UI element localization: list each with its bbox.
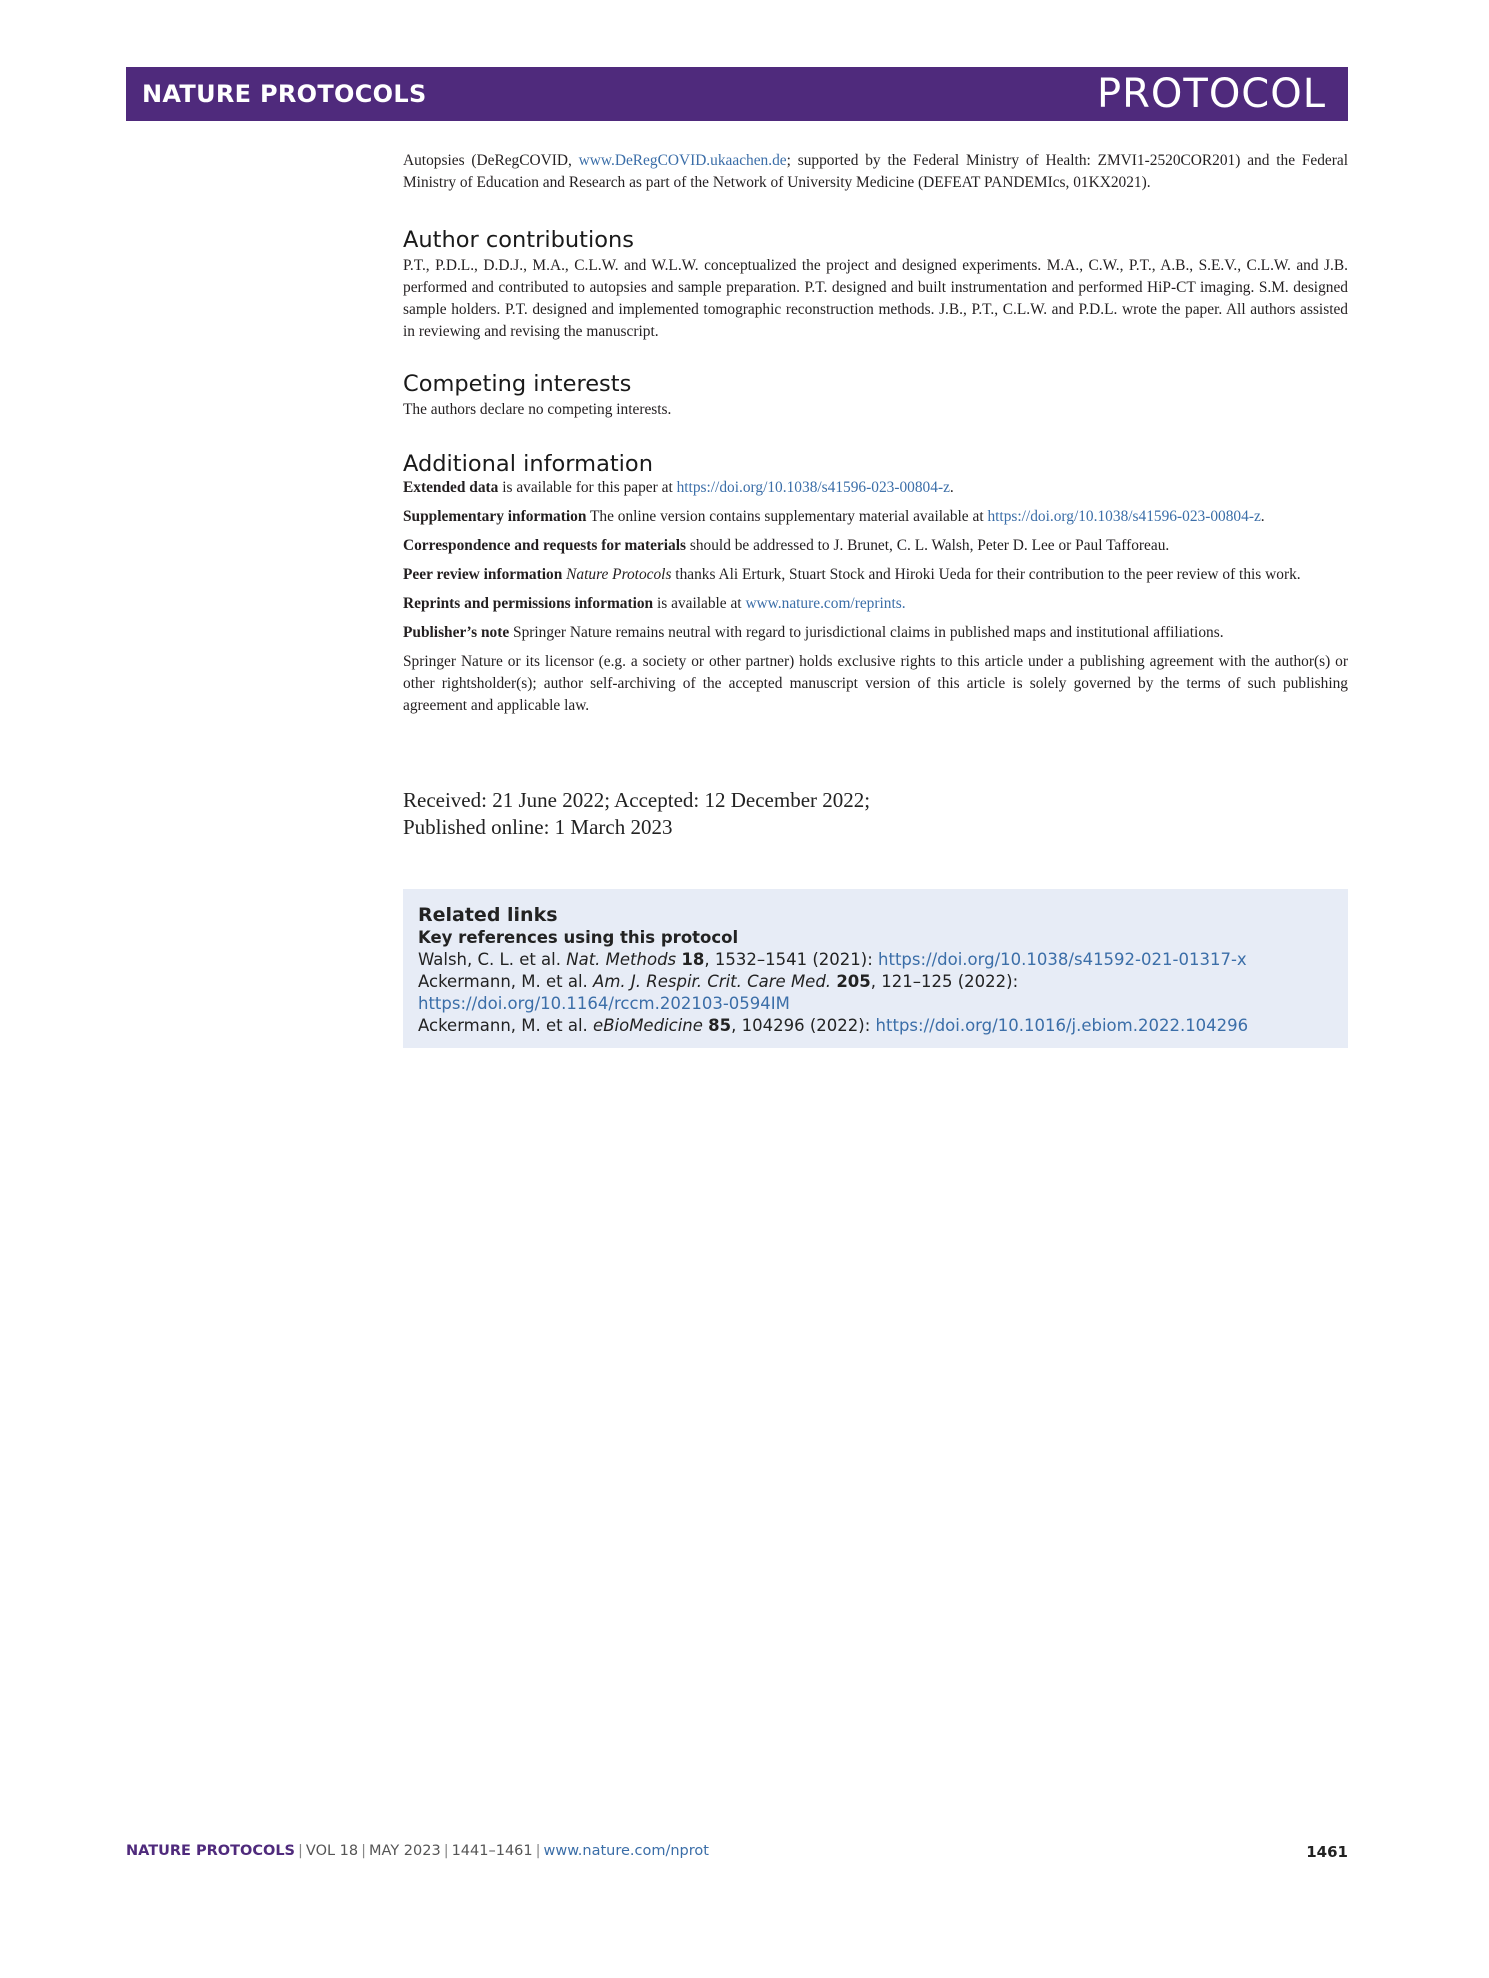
published-online-date: Published online: 1 March 2023 [403, 815, 673, 839]
footer-pages: 1441–1461 [451, 1843, 533, 1859]
page-footer: NATURE PROTOCOLS | VOL 18 | MAY 2023 | 1441–1461 | www.nature.com/nprot 1461 [126, 1843, 1348, 1861]
funding-paragraph: Autopsies (DeRegCOVID, www.DeRegCOVID.ukaachen.de; supported by the Federal Ministry of Health: ZMVI1-2520COR201) and the Federal Ministry of Education and Research as part of the Network of University Medicine (DEFEAT PANDEMIcs, 01KX2021). [403, 152, 1348, 191]
peer-review-note: Peer review information Nature Protocols thanks Ali Erturk, Stuart Stock and Hiroki Ueda for their contribution to the peer review of this work. [403, 566, 1301, 583]
deregcovid-link[interactable]: www.DeRegCOVID.ukaachen.de [578, 152, 787, 169]
reference-item: Walsh, C. L. et al. Nat. Methods 18, 1532–1541 (2021): https://doi.org/10.1038/s41592-021-01317-x [418, 950, 1247, 969]
publication-dates [403, 787, 1348, 841]
author-contributions-section [403, 227, 1348, 350]
supplementary-info-note: Supplementary information The online version contains supplementary material available at https://doi.org/10.1038/s41596-023-00804-z. [403, 508, 1265, 525]
funding-continuation [403, 150, 1348, 201]
section-heading: Additional information [403, 451, 653, 477]
reprints-note: Reprints and permissions information is available at www.nature.com/reprints. [403, 595, 906, 612]
extended-data-note: Extended data is available for this paper at https://doi.org/10.1038/s41596-023-00804-z. [403, 479, 954, 496]
article-type: PROTOCOL [1096, 71, 1326, 117]
rights-statement: Springer Nature or its licensor (e.g. a society or other partner) holds exclusive rights to this article under a publishing agreement with the author(s) or other rightsholder(s); author self-archiving of the accepted manuscript version of this article is solely governed by the terms of such publishing agreement and applicable law. [403, 653, 1348, 714]
section-heading: Author contributions [403, 227, 634, 253]
page-number: 1461 [1306, 1843, 1348, 1861]
reference-doi-link[interactable]: https://doi.org/10.1164/rccm.202103-0594IM [418, 994, 790, 1013]
competing-interests-text: The authors declare no competing interests. [403, 401, 672, 418]
footer-journal-url[interactable]: www.nature.com/nprot [543, 1843, 709, 1859]
section-heading: Competing interests [403, 371, 632, 397]
reference-doi-link[interactable]: https://doi.org/10.1038/s41592-021-01317-x [878, 950, 1247, 969]
extended-data-link[interactable]: https://doi.org/10.1038/s41596-023-00804-z [676, 479, 950, 496]
related-links-subtitle: Key references using this protocol [418, 928, 739, 947]
reference-item: Ackermann, M. et al. Am. J. Respir. Crit. Care Med. 205, 121–125 (2022): https://doi.org/10.1164/rccm.202103-0594IM [418, 972, 1019, 1013]
additional-information-section [403, 453, 1348, 724]
supplementary-link[interactable]: https://doi.org/10.1038/s41596-023-00804-z [987, 508, 1261, 525]
footer-journal-name: NATURE PROTOCOLS [126, 1843, 296, 1859]
related-links-title: Related links [418, 904, 558, 926]
journal-name: NATURE PROTOCOLS [142, 80, 427, 108]
reference-doi-link[interactable]: https://doi.org/10.1016/j.ebiom.2022.104296 [875, 1016, 1249, 1035]
author-contributions-text: P.T., P.D.L., D.D.J., M.A., C.L.W. and W.L.W. conceptualized the project and designed experiments. M.A., C.W., P.T., A.B., S.E.V., C.L.W. and J.B. performed and contributed to autopsies and sample preparation. P.T. designed and built instrumentation and performed HiP-CT imaging. S.M. designed sample holders. P.T. designed and implemented tomographic reconstruction methods. J.B., P.T., C.L.W. and P.D.L. wrote the paper. All authors assisted in reviewing and revising the manuscript. [403, 257, 1348, 340]
received-accepted-dates: Received: 21 June 2022; Accepted: 12 December 2022; [403, 788, 871, 812]
correspondence-note: Correspondence and requests for materials should be addressed to J. Brunet, C. L. Walsh, Peter D. Lee or Paul Tafforeau. [403, 537, 1170, 554]
reprints-link[interactable]: www.nature.com/reprints. [745, 595, 906, 612]
reference-item: Ackermann, M. et al. eBioMedicine 85, 104296 (2022): https://doi.org/10.1016/j.ebiom.2022.104296 [418, 1016, 1249, 1035]
related-links-box [403, 889, 1348, 1048]
footer-volume: VOL 18 [305, 1843, 359, 1859]
competing-interests-section [403, 371, 1348, 428]
publishers-note: Publisher’s note Springer Nature remains neutral with regard to jurisdictional claims in published maps and institutional affiliations. [403, 624, 1224, 641]
journal-header-bar [126, 67, 1348, 121]
footer-date: MAY 2023 [369, 1843, 441, 1859]
